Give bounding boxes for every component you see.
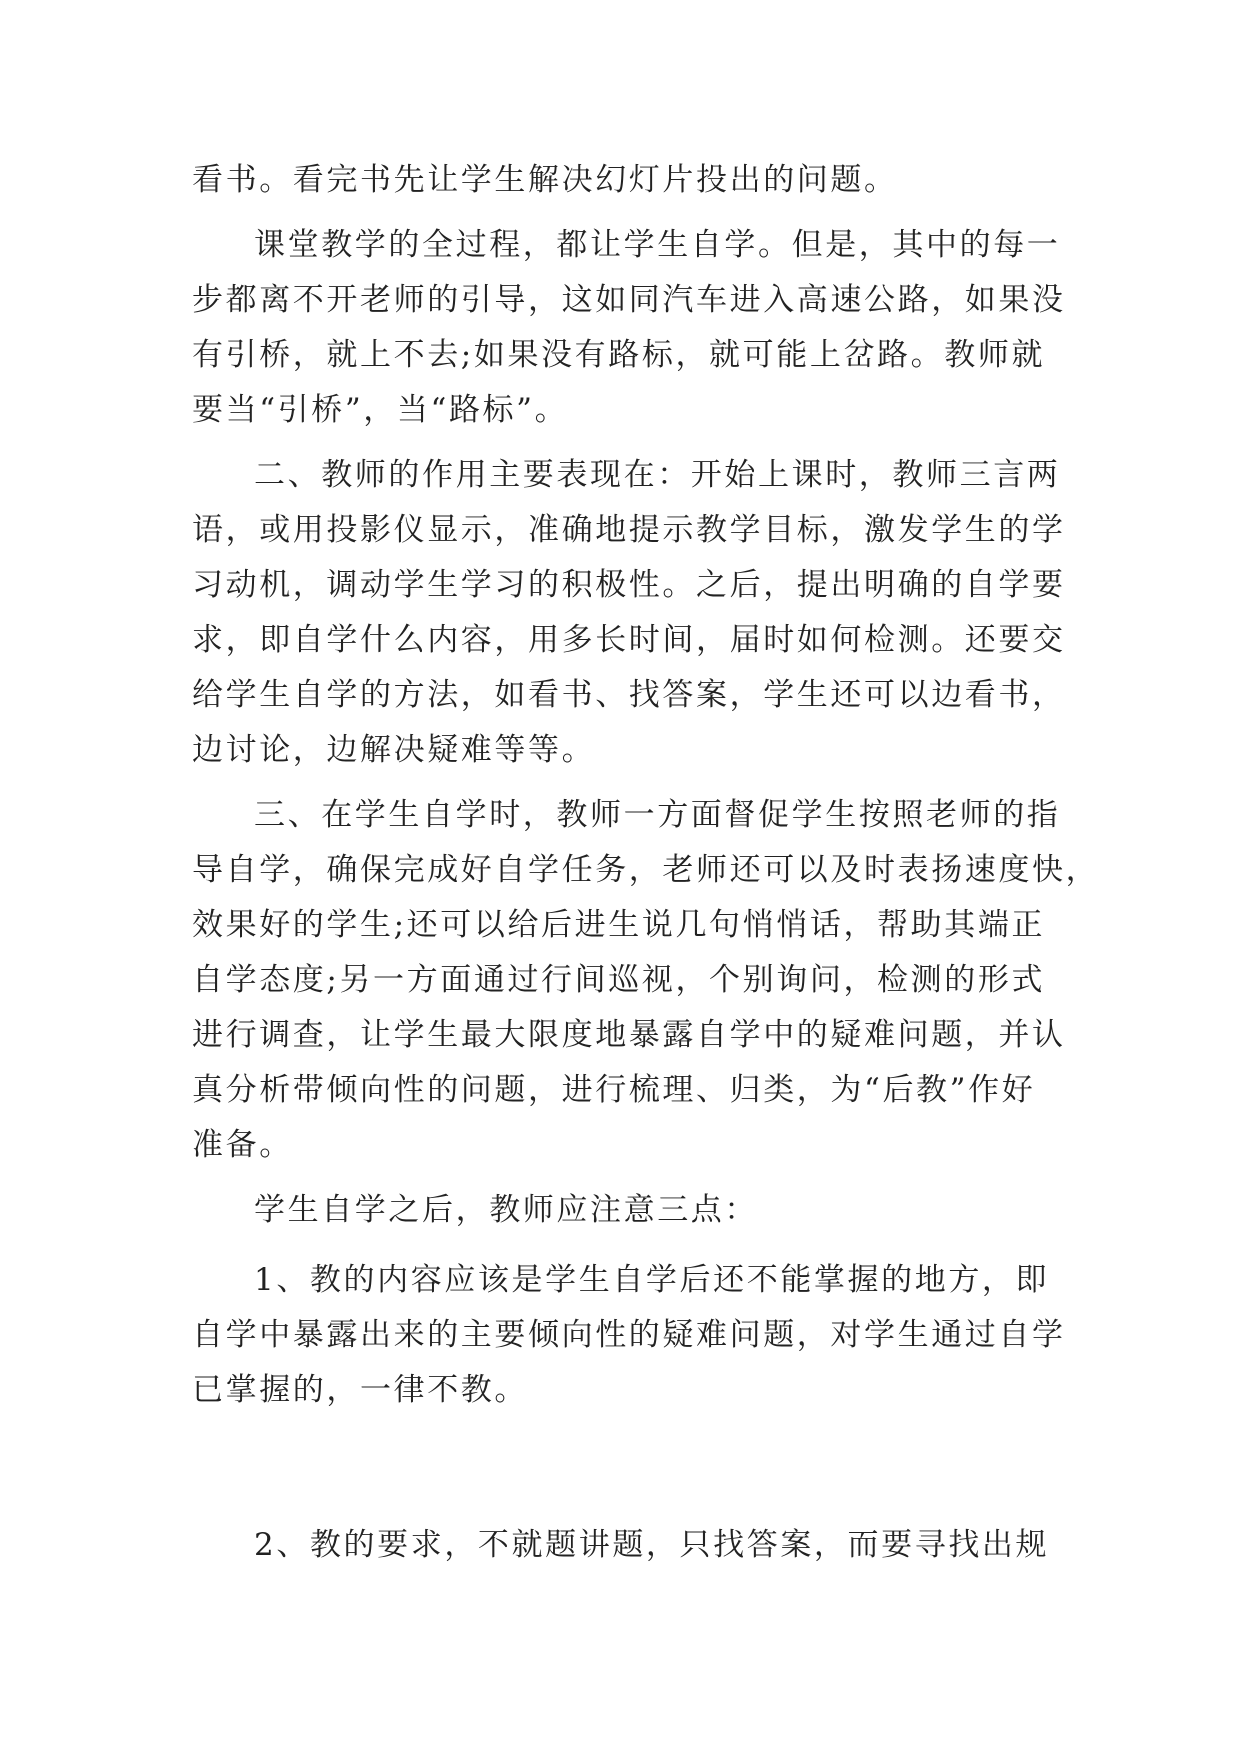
text-line: 要当“引桥”，当“路标”。: [192, 392, 569, 428]
text-line: 有引桥，就上不去;如果没有路标，就可能上岔路。教师就: [192, 337, 1046, 373]
text-line: 求，即自学什么内容，用多长时间，届时如何检测。还要交: [192, 622, 1066, 658]
paragraph-line: 二、教师的作用主要表现在：开始上课时，教师三言两: [254, 457, 1061, 493]
text-line: 看书。看完书先让学生解决幻灯片投出的问题。: [192, 162, 898, 198]
text-line: 准备。: [192, 1127, 293, 1163]
text-line: 给学生自学的方法，如看书、找答案，学生还可以边看书，: [192, 677, 1066, 713]
text-line: 语，或用投影仪显示，准确地提示教学目标，激发学生的学: [192, 512, 1066, 548]
paragraph-line: 2、教的要求，不就题讲题，只找答案，而要寻找出规: [254, 1527, 1050, 1563]
paragraph-line: 1、教的内容应该是学生自学后还不能掌握的地方，即: [254, 1262, 1050, 1298]
text-line: 已掌握的，一律不教。: [192, 1372, 528, 1408]
text-line: 自学态度;另一方面通过行间巡视，个别询问，检测的形式: [192, 962, 1046, 998]
text-line: 进行调查，让学生最大限度地暴露自学中的疑难问题，并认: [192, 1017, 1066, 1053]
text-line: 步都离不开老师的引导，这如同汽车进入高速公路，如果没: [192, 282, 1066, 318]
text-line: 导自学，确保完成好自学任务，老师还可以及时表扬速度快，: [192, 852, 1100, 888]
paragraph-line: 课堂教学的全过程，都让学生自学。但是，其中的每一: [254, 227, 1061, 263]
text-line: 习动机，调动学生学习的积极性。之后，提出明确的自学要: [192, 567, 1066, 603]
text-line: 效果好的学生;还可以给后进生说几句悄悄话，帮助其端正: [192, 907, 1046, 943]
text-line: 边讨论，边解决疑难等等。: [192, 732, 596, 768]
paragraph-line: 三、在学生自学时，教师一方面督促学生按照老师的指: [254, 797, 1061, 833]
text-line: 真分析带倾向性的问题，进行梳理、归类，为“后教”作好: [192, 1072, 1036, 1108]
text-line: 自学中暴露出来的主要倾向性的疑难问题，对学生通过自学: [192, 1317, 1066, 1353]
paragraph-line: 学生自学之后，教师应注意三点：: [254, 1192, 758, 1228]
